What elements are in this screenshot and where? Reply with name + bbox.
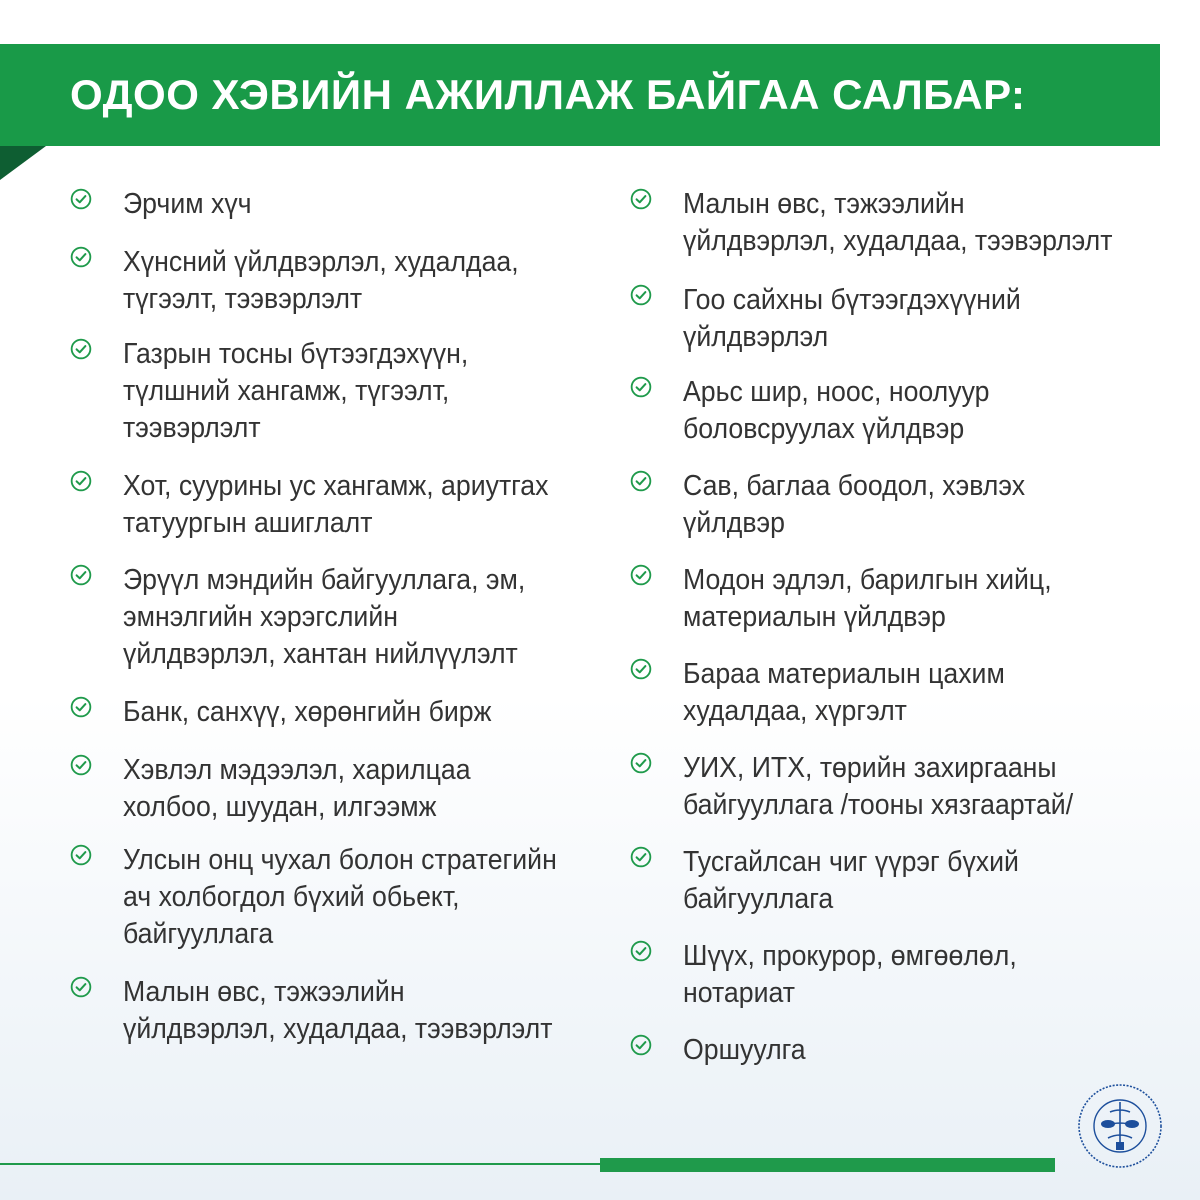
sector-item [70, 468, 601, 542]
footer-line-thick [600, 1158, 1055, 1172]
sector-item [630, 844, 1163, 918]
footer-line-thin [0, 1163, 600, 1165]
check-circle-icon [70, 696, 92, 718]
check-circle-icon [630, 564, 652, 586]
sector-item [630, 468, 1163, 542]
sector-item [70, 974, 601, 1048]
sector-item [630, 1032, 1163, 1069]
sector-item [630, 374, 1163, 448]
page-title: ОДОО ХЭВИЙН АЖИЛЛАЖ БАЙГАА САЛБАР: [70, 71, 1026, 118]
sector-item-label: Улсын онц чухал болон стратегийн ач холбогдол бүхий обьект, байгууллага [123, 844, 557, 950]
check-circle-icon [70, 188, 92, 210]
chamber-of-commerce-logo [1076, 1082, 1164, 1170]
sector-item [70, 842, 601, 953]
sector-item-label: Шүүх, прокурор, өмгөөлөл, нотариат [683, 940, 1017, 1009]
check-circle-icon [630, 658, 652, 680]
sector-item [70, 244, 601, 318]
sector-item [70, 186, 601, 223]
sector-item [70, 562, 601, 673]
banner-fold [0, 146, 46, 180]
check-circle-icon [630, 470, 652, 492]
sector-item [70, 336, 601, 447]
sector-item-label: Оршуулга [683, 1034, 806, 1066]
sector-item-label: Малын өвс, тэжээлийн үйлдвэрлэл, худалдаа, тээвэрлэлт [123, 976, 553, 1045]
sector-item-label: УИХ, ИТХ, төрийн захиргааны байгууллага /тооны хязгаартай/ [683, 752, 1074, 821]
sector-item-label: Малын өвс, тэжээлийн үйлдвэрлэл, худалдаа, тээвэрлэлт [683, 188, 1113, 257]
check-circle-icon [70, 338, 92, 360]
sector-item-label: Газрын тосны бүтээгдэхүүн, түлшний хангамж, түгээлт, тээвэрлэлт [123, 338, 469, 444]
check-circle-icon [630, 376, 652, 398]
sector-item-label: Сав, баглаа боодол, хэвлэх үйлдвэр [683, 470, 1026, 539]
sector-item-label: Бараа материалын цахим худалдаа, хүргэлт [683, 658, 1005, 727]
sector-item-label: Эрүүл мэндийн байгууллага, эм, эмнэлгийн хэрэгслийн үйлдвэрлэл, хантан нийлүүлэлт [123, 564, 526, 670]
sector-item [630, 656, 1163, 730]
sector-item-label: Гоо сайхны бүтээгдэхүүний үйлдвэрлэл [683, 284, 1021, 353]
sector-item [630, 282, 1163, 356]
sector-item-label: Эрчим хүч [123, 188, 252, 220]
sector-item [630, 938, 1163, 1012]
sector-item-label: Хүнсний үйлдвэрлэл, худалдаа, түгээлт, тээвэрлэлт [123, 246, 519, 315]
check-circle-icon [70, 844, 92, 866]
sector-item [630, 750, 1163, 824]
sector-item-label: Хот, суурины ус хангамж, ариутгах татуургын ашиглалт [123, 470, 549, 539]
check-circle-icon [70, 564, 92, 586]
check-circle-icon [630, 188, 652, 210]
check-circle-icon [630, 940, 652, 962]
sector-item [630, 562, 1163, 636]
header-banner [0, 44, 1160, 146]
sector-item-label: Тусгайлсан чиг үүрэг бүхий байгууллага [683, 846, 1019, 915]
sector-item-label: Хэвлэл мэдээлэл, харилцаа холбоо, шуудан, илгээмж [123, 754, 471, 823]
sector-item-label: Модон эдлэл, барилгын хийц, материалын үйлдвэр [683, 564, 1052, 633]
sector-item-label: Банк, санхүү, хөрөнгийн бирж [123, 696, 492, 728]
check-circle-icon [630, 1034, 652, 1056]
sector-item [70, 752, 601, 826]
check-circle-icon [630, 752, 652, 774]
check-circle-icon [70, 470, 92, 492]
check-circle-icon [70, 754, 92, 776]
check-circle-icon [630, 846, 652, 868]
sector-item [70, 694, 601, 731]
check-circle-icon [70, 976, 92, 998]
check-circle-icon [70, 246, 92, 268]
sector-item [630, 186, 1163, 260]
check-circle-icon [630, 284, 652, 306]
sector-item-label: Арьс шир, ноос, ноолуур боловсруулах үйлдвэр [683, 376, 990, 445]
